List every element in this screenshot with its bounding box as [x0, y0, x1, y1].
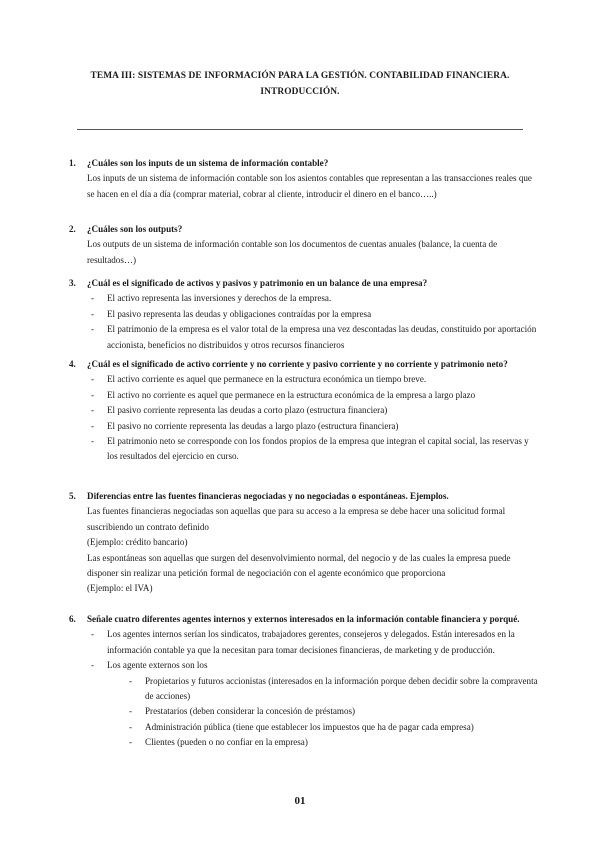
answer-text: Los inputs de un sistema de información contable son los asientos contables que representan a las transacciones reales que se hacen en el día a día (comprar material, cobrar al cliente, introducir el dinero en el banco…..) — [87, 173, 532, 199]
question-number: 6. — [69, 614, 76, 624]
question-heading: Señale cuatro diferentes agentes internos y externos interesados en la información contable financiera y porqué. — [87, 614, 520, 624]
title-line-1: TEMA III: SISTEMAS DE INFORMACIÓN PARA LA GESTIÓN. CONTABILIDAD FINANCIERA. — [90, 71, 510, 81]
sub-list-item: - Administración pública (tiene que establecer los impuestos que ha de pagar cada empresa) — [125, 720, 539, 735]
external-agents-intro: Los agente externos son los — [107, 660, 208, 671]
question-number: 1. — [69, 158, 76, 168]
title-divider — [77, 129, 523, 130]
answer-list — [87, 291, 539, 353]
list-item: - El activo corriente es aquel que permanece en la estructura económica un tiempo breve. — [87, 372, 539, 387]
list-item: - Los agentes internos serían los sindicatos, trabajadores gerentes, consejeros y delegados. Están interesados en la información contable ya que la necesitan para tomar decisiones financieras, de marketing y de producción. — [87, 627, 539, 658]
answer-list — [87, 627, 539, 750]
answer-text: Las espontáneas son aquellas que surgen del desenvolvimiento normal, del negocio y de las cuales la empresa puede disponer sin realizar una petición formal de negociación con el agente económico que proporciona — [87, 552, 511, 579]
answer-text: Las fuentes financieras negociadas son aquellas que para su acceso a la empresa se debe hacer una solicitud formal suscribiendo un contrato definido — [87, 506, 506, 532]
list-item: - El patrimonio neto se corresponde con los fondos propios de la empresa que integran el capital social, las reservas y los resultados del ejercicio en curso. — [87, 434, 539, 465]
title-line-2: INTRODUCCIÓN. — [260, 87, 340, 97]
list-item: - El activo no corriente es aquel que permanece en la estructura económica de la empresa a largo plazo — [87, 388, 539, 403]
list-item: - El activo representa las inversiones y derechos de la empresa. — [87, 291, 539, 306]
question-number: 2. — [69, 224, 76, 234]
question-number: 4. — [69, 359, 76, 369]
page-number: 01 — [294, 795, 306, 807]
question-4 — [69, 357, 539, 465]
question-number: 3. — [69, 278, 76, 288]
example-text: (Ejemplo: el IVA) — [87, 583, 153, 594]
answer-text: Los outputs de un sistema de información contable son los documentos de cuentas anuales (balance, la cuenta de resultados…) — [87, 239, 498, 265]
sub-list-item: - Clientes (pueden o no confiar en la empresa) — [125, 735, 539, 750]
document-title — [60, 68, 540, 100]
question-1 — [69, 156, 539, 202]
example-text: (Ejemplo: crédito bancario) — [87, 537, 188, 548]
question-5 — [69, 489, 539, 597]
list-item — [87, 658, 539, 750]
list-item: - El pasivo no corriente representa las deudas a largo plazo (estructura financiera) — [87, 419, 539, 434]
question-6 — [69, 612, 539, 751]
question-heading: ¿Cuáles son los inputs de un sistema de información contable? — [87, 158, 329, 168]
question-2 — [69, 222, 539, 268]
sub-list-item: - Propietarios y futuros accionistas (interesados en la información porque deben decidir sobre la compraventa de acciones) — [125, 674, 539, 705]
question-heading: Diferencias entre las fuentes financieras negociadas y no negociadas o espontáneas. Ejemplos. — [87, 491, 449, 501]
question-heading: ¿Cuál es el significado de activo corriente y no corriente y pasivo corriente y no corriente y patrimonio neto? — [87, 359, 508, 369]
list-item: - El patrimonio de la empresa es el valor total de la empresa una vez descontadas las deudas, constituido por aportación accionista, beneficios no distribuidos y otros recursos financieros — [87, 322, 539, 353]
question-number: 5. — [69, 491, 76, 501]
answer-list — [87, 372, 539, 464]
question-heading: ¿Cuáles son los outputs? — [87, 224, 183, 234]
question-3 — [69, 276, 539, 353]
external-agents-list — [125, 674, 539, 751]
sub-list-item: - Prestatarios (deben considerar la concesión de préstamos) — [125, 704, 539, 719]
list-item: - El pasivo representa las deudas y obligaciones contraídas por la empresa — [87, 307, 539, 322]
question-heading: ¿Cuál es el significado de activos y pasivos y patrimonio en un balance de una empresa? — [87, 278, 428, 288]
list-item: - El pasivo corriente representa las deudas a corto plazo (estructura financiera) — [87, 403, 539, 418]
